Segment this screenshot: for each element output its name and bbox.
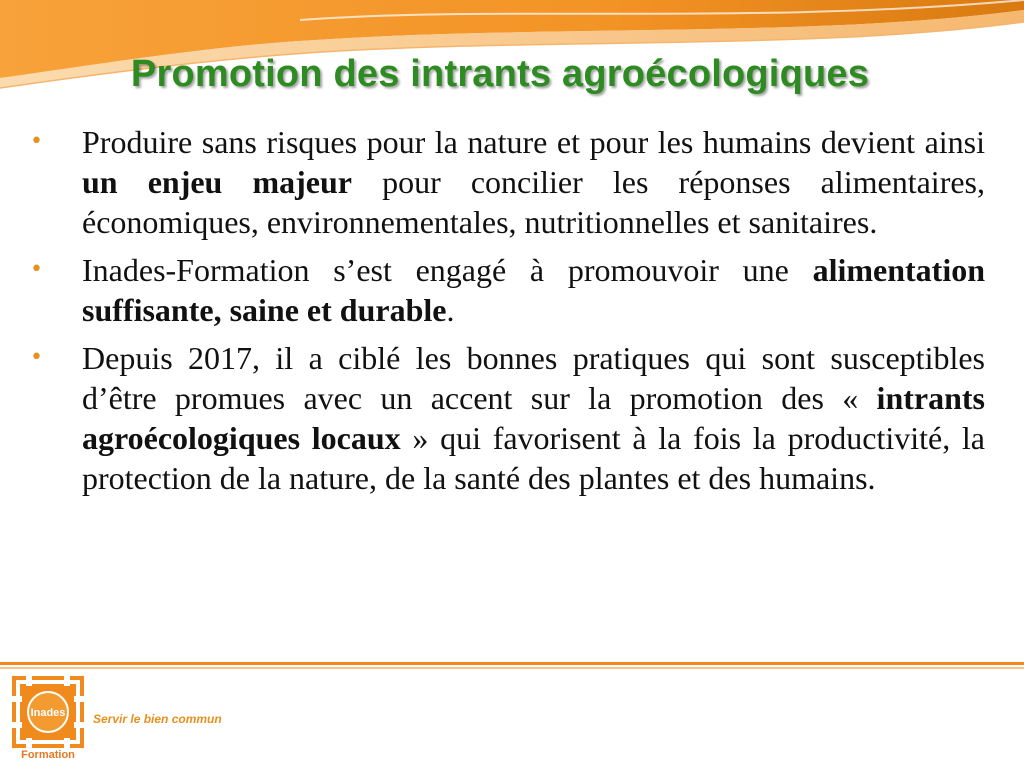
footer-divider-light [0,667,1024,669]
bullet-text: pour concilier les réponses alimentaires, économiques, environnementales, nutritionnelles et sanitaires. [82,164,986,240]
bullet-text-bold: alimentation suffisante, saine et durable [82,252,985,328]
bullet-dot-icon: • [30,257,43,282]
bullet-text-bold: un enjeu majeur [82,164,352,200]
bullet-text: Inades-Formation s’est engagé à promouvoir une [82,252,813,288]
bullet-item [30,250,985,330]
bullet-text: Produire sans risques pour la nature et pour les humains devient ainsi [82,124,985,160]
bullet-text: Depuis 2017, il a ciblé les bonnes pratiques qui sont susceptibles d’être promues avec un accent sur la promotion des « [82,340,985,416]
slide-title: Promotion des intrants agroécologiques [130,53,870,95]
footer-slogan: Servir le bien commun [93,712,222,726]
bullet-item [30,338,985,498]
bullet-item [30,122,985,242]
bullet-text-bold: intrants agroécologiques locaux [82,380,985,456]
footer-divider [0,662,1024,665]
bullet-dot-icon: • [30,345,43,370]
bullet-dot-icon: • [30,129,43,154]
bullet-list [30,122,985,506]
logo-label: Formation [21,749,75,761]
bullet-text: » qui favorisent à la fois la productivité, la protection de la nature, de la santé des plantes et des humains. [82,420,986,496]
bullet-text: . [446,292,455,328]
logo-text: Inades [30,707,66,719]
